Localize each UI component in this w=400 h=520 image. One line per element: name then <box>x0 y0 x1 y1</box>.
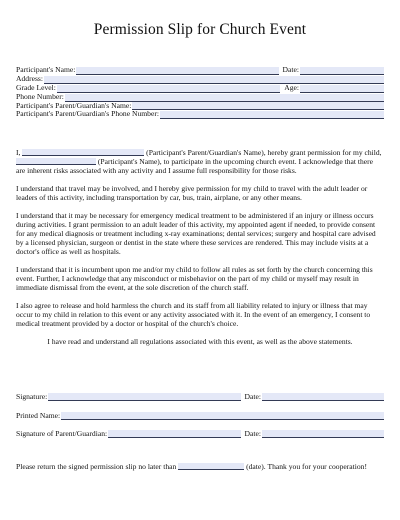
age-field[interactable] <box>300 85 384 93</box>
consent-statements <box>16 148 384 355</box>
address-row <box>16 75 384 84</box>
consent-text-1a: I, <box>16 148 23 157</box>
grade-level-row <box>16 84 384 93</box>
consent-paragraph-4: I understand that it is incumbent upon me and/or my child to follow all rules as set forth by the church concerning this event. Further, I acknowledge that any misconduct or misbehavior on the part of my child or myself may result in immediate dismissal from the event, at the sole discretion of the church staff. <box>16 265 373 292</box>
address-field[interactable] <box>44 76 384 84</box>
parent-name-inline-field[interactable] <box>22 149 144 157</box>
printed-name-row <box>16 411 384 420</box>
grade-level-field[interactable] <box>57 85 280 93</box>
participant-name-field[interactable] <box>76 67 278 75</box>
printed-name-label: Printed Name: <box>16 410 61 420</box>
signature-date-field[interactable] <box>262 393 384 401</box>
address-label: Address: <box>16 73 43 83</box>
consent-paragraph-5: I also agree to release and hold harmless the church and its staff from all liability related to injury or illness that may occur to my child in relation to this event or any activity associated with it. In the event of an emergency, I consent to medical treatment provided by a doctor or hospital of the church's choice. <box>16 301 371 328</box>
closing-note <box>16 462 384 471</box>
participant-info-section <box>16 66 384 119</box>
parent-phone-row <box>16 110 384 119</box>
parent-date-label: Date: <box>244 429 261 438</box>
participant-name-row <box>16 66 384 75</box>
participant-name-label: Participant's Name: <box>16 64 76 74</box>
consent-text-1b: (Participant's Parent/Guardian's Name), hereby grant permission for my child, <box>144 148 382 157</box>
parent-phone-label: Participant's Parent/Guardian's Phone Number: <box>16 109 159 119</box>
child-name-inline-field[interactable] <box>16 158 96 166</box>
signature-date-label: Date: <box>244 392 261 401</box>
parent-date-field[interactable] <box>262 430 384 438</box>
parent-signature-field[interactable] <box>108 430 240 438</box>
closing-text-a: Please return the signed permission slip no later than <box>16 462 179 471</box>
signature-field[interactable] <box>48 393 240 401</box>
consent-paragraph-6: I have read and understand all regulations associated with this event, as well as the above statements. <box>47 337 353 346</box>
phone-number-label: Phone Number: <box>16 91 64 101</box>
parent-signature-row <box>16 429 384 438</box>
signature-section <box>16 392 384 448</box>
closing-text-b: (date). Thank you for your cooperation! <box>244 462 367 471</box>
consent-paragraph-3: I understand that it may be necessary for emergency medical treatment to be administered if an injury or illness occurs during activities. I grant permission to an adult leader of this activity, my appointed agent if needed, to provide consent for any medical diagnosis or treatment including x-ray examinations; dental services; surgery and hospital care advised by a licensed physician, surgeon or dentist in the state where these services are rendered. This may include visits at a doctor's office as well as hospitals. <box>16 211 376 256</box>
parent-signature-label: Signature of Parent/Guardian: <box>16 429 108 438</box>
date-field[interactable] <box>300 67 384 75</box>
age-label: Age: <box>284 82 299 92</box>
date-label: Date: <box>282 64 299 74</box>
parent-name-label: Participant's Parent/Guardian's Name: <box>16 100 132 110</box>
signature-label: Signature: <box>16 392 48 401</box>
page-title: Permission Slip for Church Event <box>93 21 307 38</box>
consent-text-1c: (Participant's Name), to participate in the upcoming church event. I acknowledge that there are inherent risks associated with any activity and I assume full responsibility for those risks. <box>16 157 373 175</box>
consent-paragraph-1 <box>16 148 384 175</box>
parent-name-field[interactable] <box>132 102 384 110</box>
printed-name-field[interactable] <box>61 412 384 420</box>
return-date-inline-field[interactable] <box>178 463 244 471</box>
grade-level-label: Grade Level: <box>16 82 56 92</box>
parent-phone-field[interactable] <box>160 111 384 119</box>
consent-paragraph-2: I understand that travel may be involved, and I hereby give permission for my child to travel with the adult leader or leaders of this activity, including transportation by car, bus, train, airplane, or any other means. <box>16 184 368 202</box>
signature-row <box>16 392 384 401</box>
